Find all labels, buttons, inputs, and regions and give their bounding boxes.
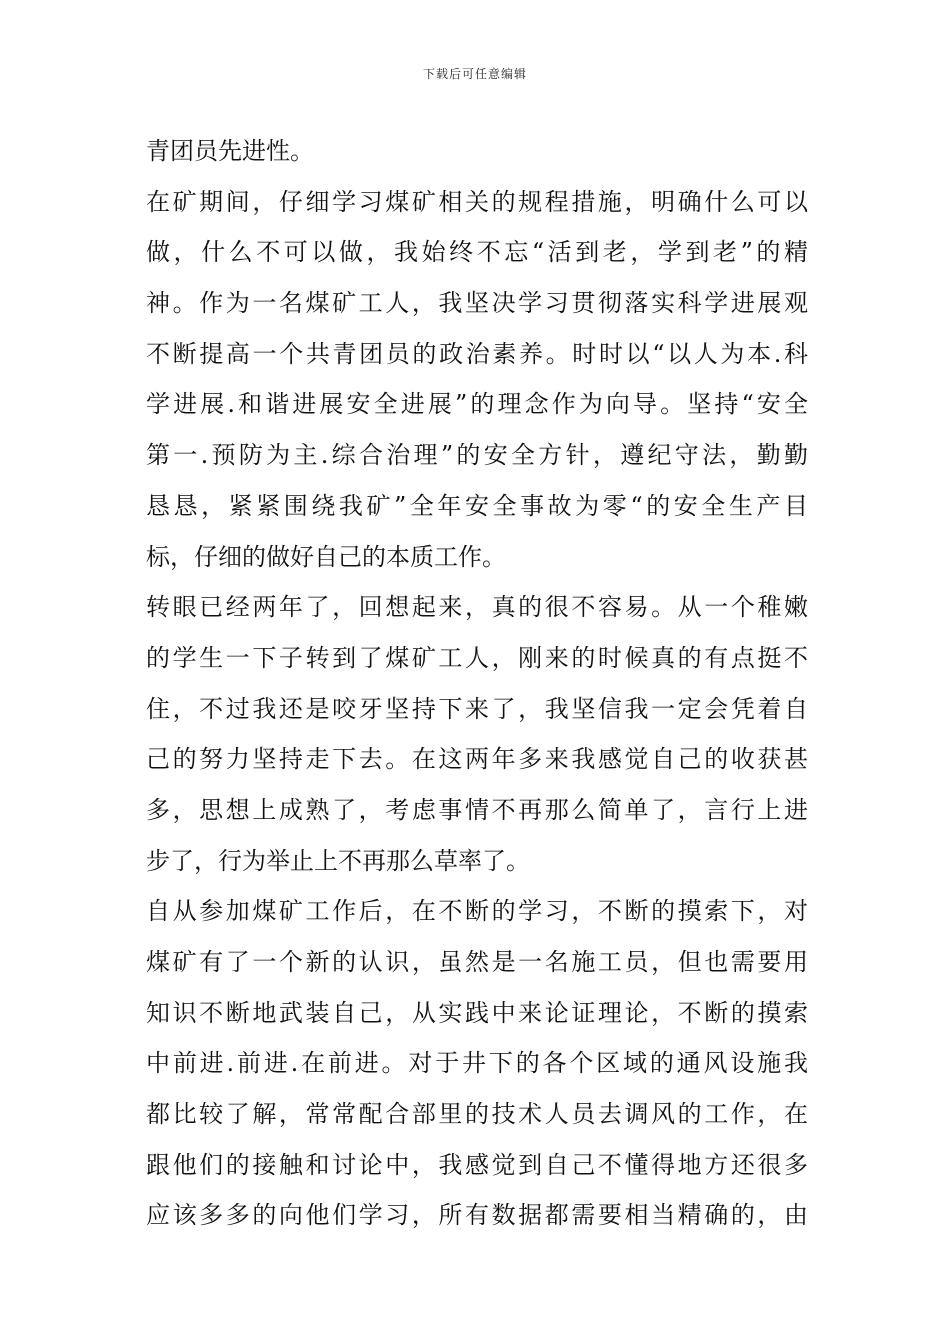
text-line: 转眼已经两年了，回想起来，真的很不容易。从一个稚嫩 (146, 593, 808, 622)
text-line: 多，思想上成熟了，考虑事情不再那么简单了，言行上进 (146, 795, 808, 824)
text-line: 神。作为一名煤矿工人，我坚决学习贯彻落实科学进展观 (146, 289, 808, 318)
text-line: 的学生一下子转到了煤矿工人，刚来的时候真的有点挺不 (146, 643, 808, 672)
page-header: 下载后可任意编辑 (422, 67, 527, 81)
text-line: 第一.预防为主.综合治理”的安全方针，遵纪守法，勤勤 (146, 441, 808, 470)
text-line: 恳恳，紧紧围绕我矿”全年安全事故为零“的安全生产目 (146, 491, 808, 520)
text-line: 标，仔细的做好自己的本质工作。 (146, 542, 506, 571)
text-line: 知识不断地武装自己，从实践中来论证理论，不断的摸索 (146, 998, 808, 1027)
text-line: 在矿期间，仔细学习煤矿相关的规程措施，明确什么可以 (146, 187, 808, 216)
text-line: 应该多多的向他们学习，所有数据都需要相当精确的，由 (146, 1201, 808, 1230)
text-line: 己的努力坚持走下去。在这两年多来我感觉自己的收获甚 (146, 745, 808, 774)
text-line: 青团员先进性。 (146, 137, 314, 165)
text-line: 学进展.和谐进展安全进展”的理念作为向导。坚持“安全 (146, 390, 808, 419)
text-line: 跟他们的接触和讨论中，我感觉到自己不懂得地方还很多 (146, 1150, 808, 1179)
text-line: 自从参加煤矿工作后，在不断的学习，不断的摸索下，对 (146, 897, 808, 926)
text-line: 住，不过我还是咬牙坚持下来了，我坚信我一定会凭着自 (146, 694, 808, 723)
text-line: 中前进.前进.在前进。对于井下的各个区域的通风设施我 (146, 1049, 808, 1078)
text-line: 都比较了解，常常配合部里的技术人员去调风的工作，在 (146, 1100, 808, 1129)
text-line: 不断提高一个共青团员的政治素养。时时以“以人为本.科 (146, 339, 808, 368)
text-line: 步了，行为举止上不再那么草率了。 (146, 846, 530, 875)
text-line: 煤矿有了一个新的认识，虽然是一名施工员，但也需要用 (146, 948, 808, 976)
text-line: 做，什么不可以做，我始终不忘“活到老，学到老”的精 (146, 238, 808, 267)
document-body (146, 126, 808, 1241)
